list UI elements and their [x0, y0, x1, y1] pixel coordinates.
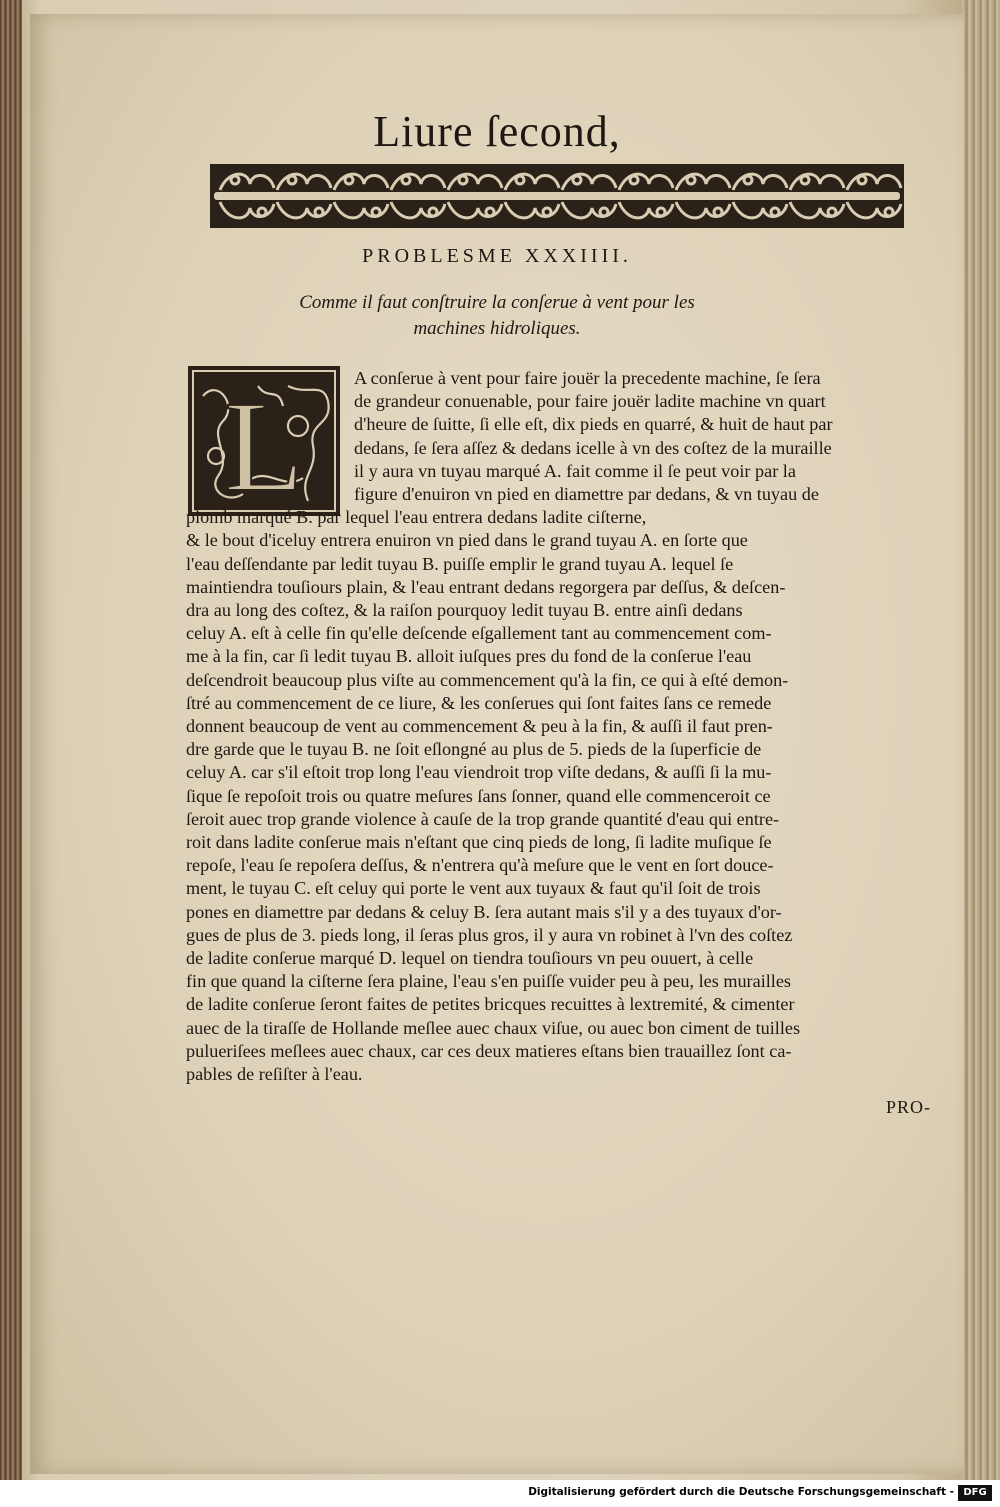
problem-subtitle [30, 290, 964, 342]
text-line: gues de plus de 3. pieds long, il ſeras plus gros, il y aura vn robinet à l'vn des coſtez [186, 924, 793, 945]
text-line: ſique ſe repoſoit trois ou quatre meſures ſans ſonner, quand elle commenceroit ce [186, 785, 771, 806]
text-line: & le bout d'iceluy entrera enuiron vn pied dans le grand tuyau A. en ſorte que [186, 530, 748, 551]
text-line: il y aura vn tuyau marqué A. fait comme il ſe peut voir par la [354, 460, 796, 481]
footer-bar [0, 1480, 1000, 1507]
subtitle-line: Comme il faut conſtruire la conſerue à vent pour les [299, 292, 695, 313]
left-page-edges [0, 0, 22, 1480]
text-line: auec de la tiraſſe de Hollande meſlee auec chaux viſue, ou auec bon ciment de tuilles [186, 1017, 801, 1038]
text-line: figure d'enuiron vn pied en diamettre par dedans, & vn tuyau de [354, 484, 819, 505]
right-page-stack [962, 0, 1000, 1480]
problem-title: PROBLESME XXXIIII. [362, 245, 632, 267]
text-line: me à la fin, car ſi ledit tuyau B. alloit iuſques pres du fond de la conſerue l'eau [186, 646, 752, 667]
text-line: plomb marqué B. par lequel l'eau entrera dedans ladite ciſterne, [186, 507, 647, 528]
ornamental-band [210, 164, 904, 228]
book-page [30, 14, 964, 1474]
text-line: ment, le tuyau C. eſt celuy qui porte le vent aux tuyaux & faut qu'il ſoit de trois [186, 878, 761, 899]
text-line: donnent beaucoup de vent au commencement & peu à la fin, & auſſi il faut pren- [186, 716, 773, 737]
text-line: de grandeur conuenable, pour faire jouër ladite machine vn quart [354, 391, 826, 412]
dfg-logo-icon: DFG [958, 1485, 992, 1501]
text-line: celuy A. car s'il eſtoit trop long l'eau viendroit trop viſte dedans, & auſſi ſi la mu- [186, 762, 772, 783]
text-line: de ladite conſerue ſeront faites de petites bricques recuittes à lextremité, & cimenter [186, 994, 795, 1015]
footer-credit: Digitalisierung gefördert durch die Deutsche Forschungsgemeinschaft - [528, 1486, 954, 1498]
text-line: roit dans ladite conſerue mais n'eſtant que cinq pieds de long, ſi ladite muſique ſe [186, 832, 772, 853]
text-line: A conſerue à vent pour faire jouër la precedente machine, ſe ſera [354, 368, 821, 388]
text-line: pones en diamettre par dedans & celuy B. ſera autant mais s'il y a des tuyaux d'or- [186, 901, 782, 922]
text-line: dra au long des coſtez, & la raiſon pourquoy ledit tuyau B. entre ainſi dedans [186, 600, 743, 621]
text-line: ſtré au commencement de ce liure, & les conſerues qui ſont faites ſans ce remede [186, 692, 772, 713]
text-line: de ladite conſerue marqué D. lequel on tiendra touſiours vn peu ouuert, à celle [186, 948, 754, 969]
text-line: fin que quand la ciſterne ſera plaine, l'eau s'en puiſſe vuider peu à peu, les murailles [186, 971, 792, 992]
text-line: dre garde que le tuyau B. ne ſoit eſlongné au plus de 5. pieds de la ſuperficie de [186, 739, 762, 760]
text-line: deſcendroit beaucoup plus viſte au commencement qu'à la fin, ce qui à eſté demon- [186, 669, 789, 690]
text-line: repoſe, l'eau ſe repoſera deſſus, & n'entrera qu'à meſure que le vent en ſort douce- [186, 855, 774, 876]
catchword: PRO- [886, 1097, 932, 1117]
text-line: d'heure de ſuitte, ſi elle eſt, dix pieds en quarré, & huit de haut par [354, 414, 833, 435]
subtitle-line: machines hidroliques. [413, 318, 581, 339]
text-line: pulueriſees meſlees auec chaux, car ces deux matieres eſtans bien trauaillez ſont ca- [186, 1040, 792, 1061]
text-line: maintiendra touſiours plain, & l'eau entrant dedans regorgera par deſſus, & deſcen- [186, 576, 786, 597]
text-line: pables de reſiſter à l'eau. [186, 1064, 363, 1085]
text-line: l'eau deſſendante par ledit tuyau B. puiſſe emplir le grand tuyau A. lequel ſe [186, 553, 734, 574]
text-line: celuy A. eſt à celle fin qu'elle deſcende eſgallement tant au commencement com- [186, 623, 772, 644]
text-line: dedans, ſe ſera aſſez & dedans icelle à vn des coſtez de la muraille [354, 437, 832, 458]
running-head: Liure ſecond, [373, 107, 621, 156]
body-text [186, 367, 964, 1086]
text-line: ſeroit auec trop grande violence à cauſe de la trop grande quantité d'eau qui entre- [186, 808, 780, 829]
drop-cap-letter: L [224, 375, 304, 516]
